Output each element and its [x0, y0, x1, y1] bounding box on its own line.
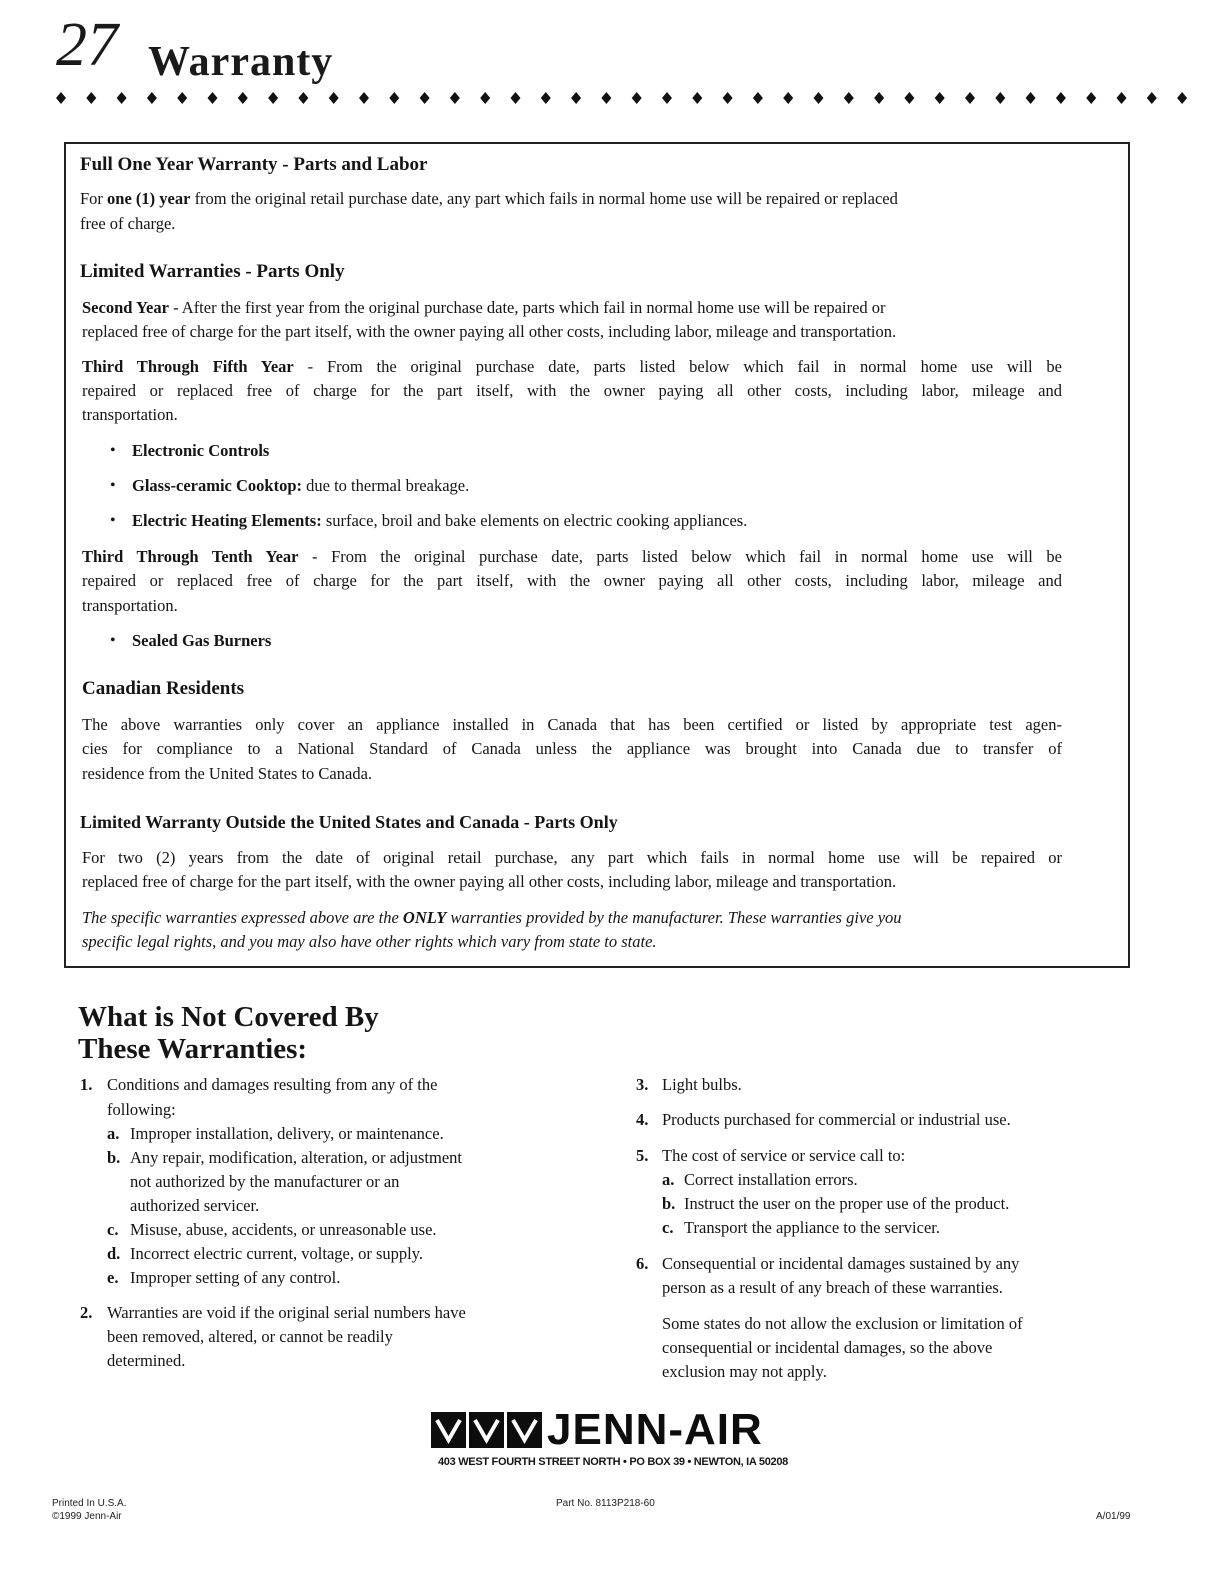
sub-item-5b: Instruct the user on the proper use of the product.: [684, 1194, 1010, 1213]
bullet-electronic-controls: Electronic Controls: [132, 441, 270, 460]
list-item-2-line-2: been removed, altered, or cannot be readily: [107, 1327, 393, 1346]
diamond-icon: [662, 92, 672, 104]
limited-warranties-heading: Limited Warranties - Parts Only: [80, 261, 345, 282]
part-number: Part No. 8113P218-60: [556, 1498, 655, 1509]
diamond-icon: [874, 92, 884, 104]
diamond-icon: [965, 92, 975, 104]
bullet-glass-ceramic: Glass-ceramic Cooktop: due to thermal breakage.: [132, 476, 470, 495]
sub-item-letter: a.: [107, 1124, 120, 1143]
list-item-5: The cost of service or service call to:: [662, 1146, 906, 1165]
list-item-4: Products purchased for commercial or industrial use.: [662, 1110, 1011, 1129]
outside-warranty-text-2: replaced free of charge for the part itself, with the owner paying all other costs, including labor, mileage and transportation.: [82, 872, 897, 891]
diamond-icon: [268, 92, 278, 104]
canadian-text-3: residence from the United States to Canada.: [82, 764, 373, 783]
diamond-icon: [208, 92, 218, 104]
copyright: ©1999 Jenn-Air: [52, 1511, 122, 1522]
canadian-residents-heading: Canadian Residents: [82, 678, 245, 699]
exclusion-note-2: consequential or incidental damages, so the above: [662, 1338, 993, 1357]
exclusion-note: Some states do not allow the exclusion or limitation of: [662, 1314, 1023, 1333]
diamond-icon: [450, 92, 460, 104]
sub-item-5c: Transport the appliance to the servicer.: [684, 1218, 940, 1237]
second-year-text: Second Year - After the first year from the original purchase date, parts which fail in normal home use will be repaired or: [82, 298, 886, 317]
item-number: 5.: [636, 1146, 649, 1165]
list-item-3: Light bulbs.: [662, 1075, 742, 1094]
canadian-text: The above warranties only cover an appliance installed in Canada that has been certified or listed by appropriate test agen-: [82, 715, 1062, 734]
sub-item-letter: c.: [662, 1218, 674, 1237]
bullet-heating-elements: Electric Heating Elements: surface, broil and bake elements on electric cooking appliances.: [132, 511, 748, 530]
third-tenth-text-2: repaired or replaced free of charge for the part itself, with the owner paying all other costs, including labor, mileage and: [82, 571, 1062, 590]
diamond-icon: [904, 92, 914, 104]
diamond-icon: [995, 92, 1005, 104]
diamond-icon: [329, 92, 339, 104]
sub-item-a: Improper installation, delivery, or maintenance.: [130, 1124, 444, 1143]
list-item-1-line-2: following:: [107, 1100, 176, 1119]
specific-warranties-note-2: specific legal rights, and you may also have other rights which vary from state to state.: [82, 932, 657, 951]
third-fifth-text: Third Through Fifth Year - From the original purchase date, parts listed below which fail in normal home use will be: [82, 357, 1062, 376]
third-tenth-text-3: transportation.: [82, 596, 178, 615]
sub-item-e: Improper setting of any control.: [130, 1268, 341, 1287]
item-number: 4.: [636, 1110, 649, 1129]
exclusion-note-3: exclusion may not apply.: [662, 1362, 827, 1381]
diamond-icon: [1177, 92, 1187, 104]
diamond-icon: [632, 92, 642, 104]
item-number: 3.: [636, 1075, 649, 1094]
jenn-air-logo: [431, 1405, 763, 1454]
sub-item-b: Any repair, modification, alteration, or adjustment: [130, 1148, 462, 1167]
item-number: 6.: [636, 1254, 649, 1273]
diamond-icon: [935, 92, 945, 104]
diamond-icon: [1147, 92, 1157, 104]
list-item-2: Warranties are void if the original serial numbers have: [107, 1303, 466, 1322]
diamond-icon: [177, 92, 187, 104]
third-tenth-text: Third Through Tenth Year - From the original purchase date, parts listed below which fail in normal home use will be: [82, 547, 1063, 566]
diamond-icon: [117, 92, 127, 104]
diamond-icon: [723, 92, 733, 104]
diamond-icon: [1026, 92, 1036, 104]
outside-warranty-heading: Limited Warranty Outside the United States and Canada - Parts Only: [80, 812, 618, 832]
canadian-text-2: cies for compliance to a National Standard of Canada unless the appliance was brought into Canada due to transfer of: [82, 739, 1062, 758]
sub-item-letter: d.: [107, 1244, 121, 1263]
diamond-icon: [238, 92, 248, 104]
sub-item-5a: Correct installation errors.: [684, 1170, 858, 1189]
diamond-icon: [359, 92, 369, 104]
diamond-icon: [692, 92, 702, 104]
sub-item-letter: c.: [107, 1220, 119, 1239]
diamond-icon: [1056, 92, 1066, 104]
list-item-1: Conditions and damages resulting from any of the: [107, 1075, 438, 1094]
diamond-icon: [1086, 92, 1096, 104]
page-number: 27: [56, 11, 118, 79]
second-year-text-2: replaced free of charge for the part itself, with the owner paying all other costs, including labor, mileage and transportation.: [82, 322, 897, 341]
diamond-icon: [420, 92, 430, 104]
page-title: Warranty: [148, 39, 334, 85]
list-item-6: Consequential or incidental damages sustained by any: [662, 1254, 1020, 1273]
diamond-icon: [541, 92, 551, 104]
outside-warranty-text: For two (2) years from the date of original retail purchase, any part which fails in normal home use will be repaired or: [82, 848, 1062, 867]
diamond-icon: [147, 92, 157, 104]
diamond-icon: [511, 92, 521, 104]
sub-item-b-line-2: not authorized by the manufacturer or an: [130, 1172, 400, 1191]
diamond-icon: [480, 92, 490, 104]
jenn-air-logo-mark-icon: [431, 1412, 543, 1448]
diamond-icon: [571, 92, 581, 104]
not-covered-title-2: These Warranties:: [78, 1033, 308, 1065]
diamond-icon: [601, 92, 611, 104]
company-address: 403 WEST FOURTH STREET NORTH • PO BOX 39 • NEWTON, IA 50208: [437, 1456, 789, 1468]
revision-code: A/01/99: [1096, 1511, 1131, 1522]
specific-warranties-note: The specific warranties expressed above are the ONLY warranties provided by the manufacturer. These warranties give you: [82, 908, 902, 927]
list-item-6-line-2: person as a result of any breach of these warranties.: [662, 1278, 1003, 1297]
diamond-icon: [753, 92, 763, 104]
sub-item-b-line-3: authorized servicer.: [130, 1196, 260, 1215]
sub-item-letter: a.: [662, 1170, 675, 1189]
third-fifth-text-2: repaired or replaced free of charge for the part itself, with the owner paying all other costs, including labor, mileage and: [82, 381, 1062, 400]
item-number: 1.: [80, 1075, 93, 1094]
diamond-icon: [844, 92, 854, 104]
diamond-icon: [56, 92, 66, 104]
sub-item-d: Incorrect electric current, voltage, or supply.: [130, 1244, 424, 1263]
bullet-sealed-gas-burners: Sealed Gas Burners: [132, 631, 272, 650]
bullet-icon: •: [110, 512, 116, 529]
full-warranty-heading: Full One Year Warranty - Parts and Labor: [80, 154, 428, 175]
full-warranty-text-2: free of charge.: [80, 214, 176, 233]
list-item-2-line-3: determined.: [107, 1351, 186, 1370]
printed-in-usa: Printed In U.S.A.: [52, 1498, 127, 1509]
third-fifth-text-3: transportation.: [82, 405, 178, 424]
bullet-icon: •: [110, 477, 116, 494]
item-number: 2.: [80, 1303, 93, 1322]
sub-item-letter: e.: [107, 1268, 119, 1287]
diamond-icon: [814, 92, 824, 104]
diamond-icon: [1117, 92, 1127, 104]
sub-item-c: Misuse, abuse, accidents, or unreasonable use.: [130, 1220, 437, 1239]
logo-wordmark: JENN-AIR: [547, 1405, 763, 1454]
diamond-icon: [783, 92, 793, 104]
full-warranty-text: For one (1) year from the original retail purchase date, any part which fails in normal home use will be repaired or replaced: [80, 189, 898, 208]
bullet-icon: •: [110, 442, 116, 459]
diamond-icon: [86, 92, 96, 104]
sub-item-letter: b.: [107, 1148, 121, 1167]
not-covered-title: What is Not Covered By: [78, 1001, 379, 1033]
diamond-divider: [52, 88, 1202, 108]
bullet-icon: •: [110, 632, 116, 649]
diamond-icon: [389, 92, 399, 104]
diamond-icon: [298, 92, 308, 104]
sub-item-letter: b.: [662, 1194, 676, 1213]
